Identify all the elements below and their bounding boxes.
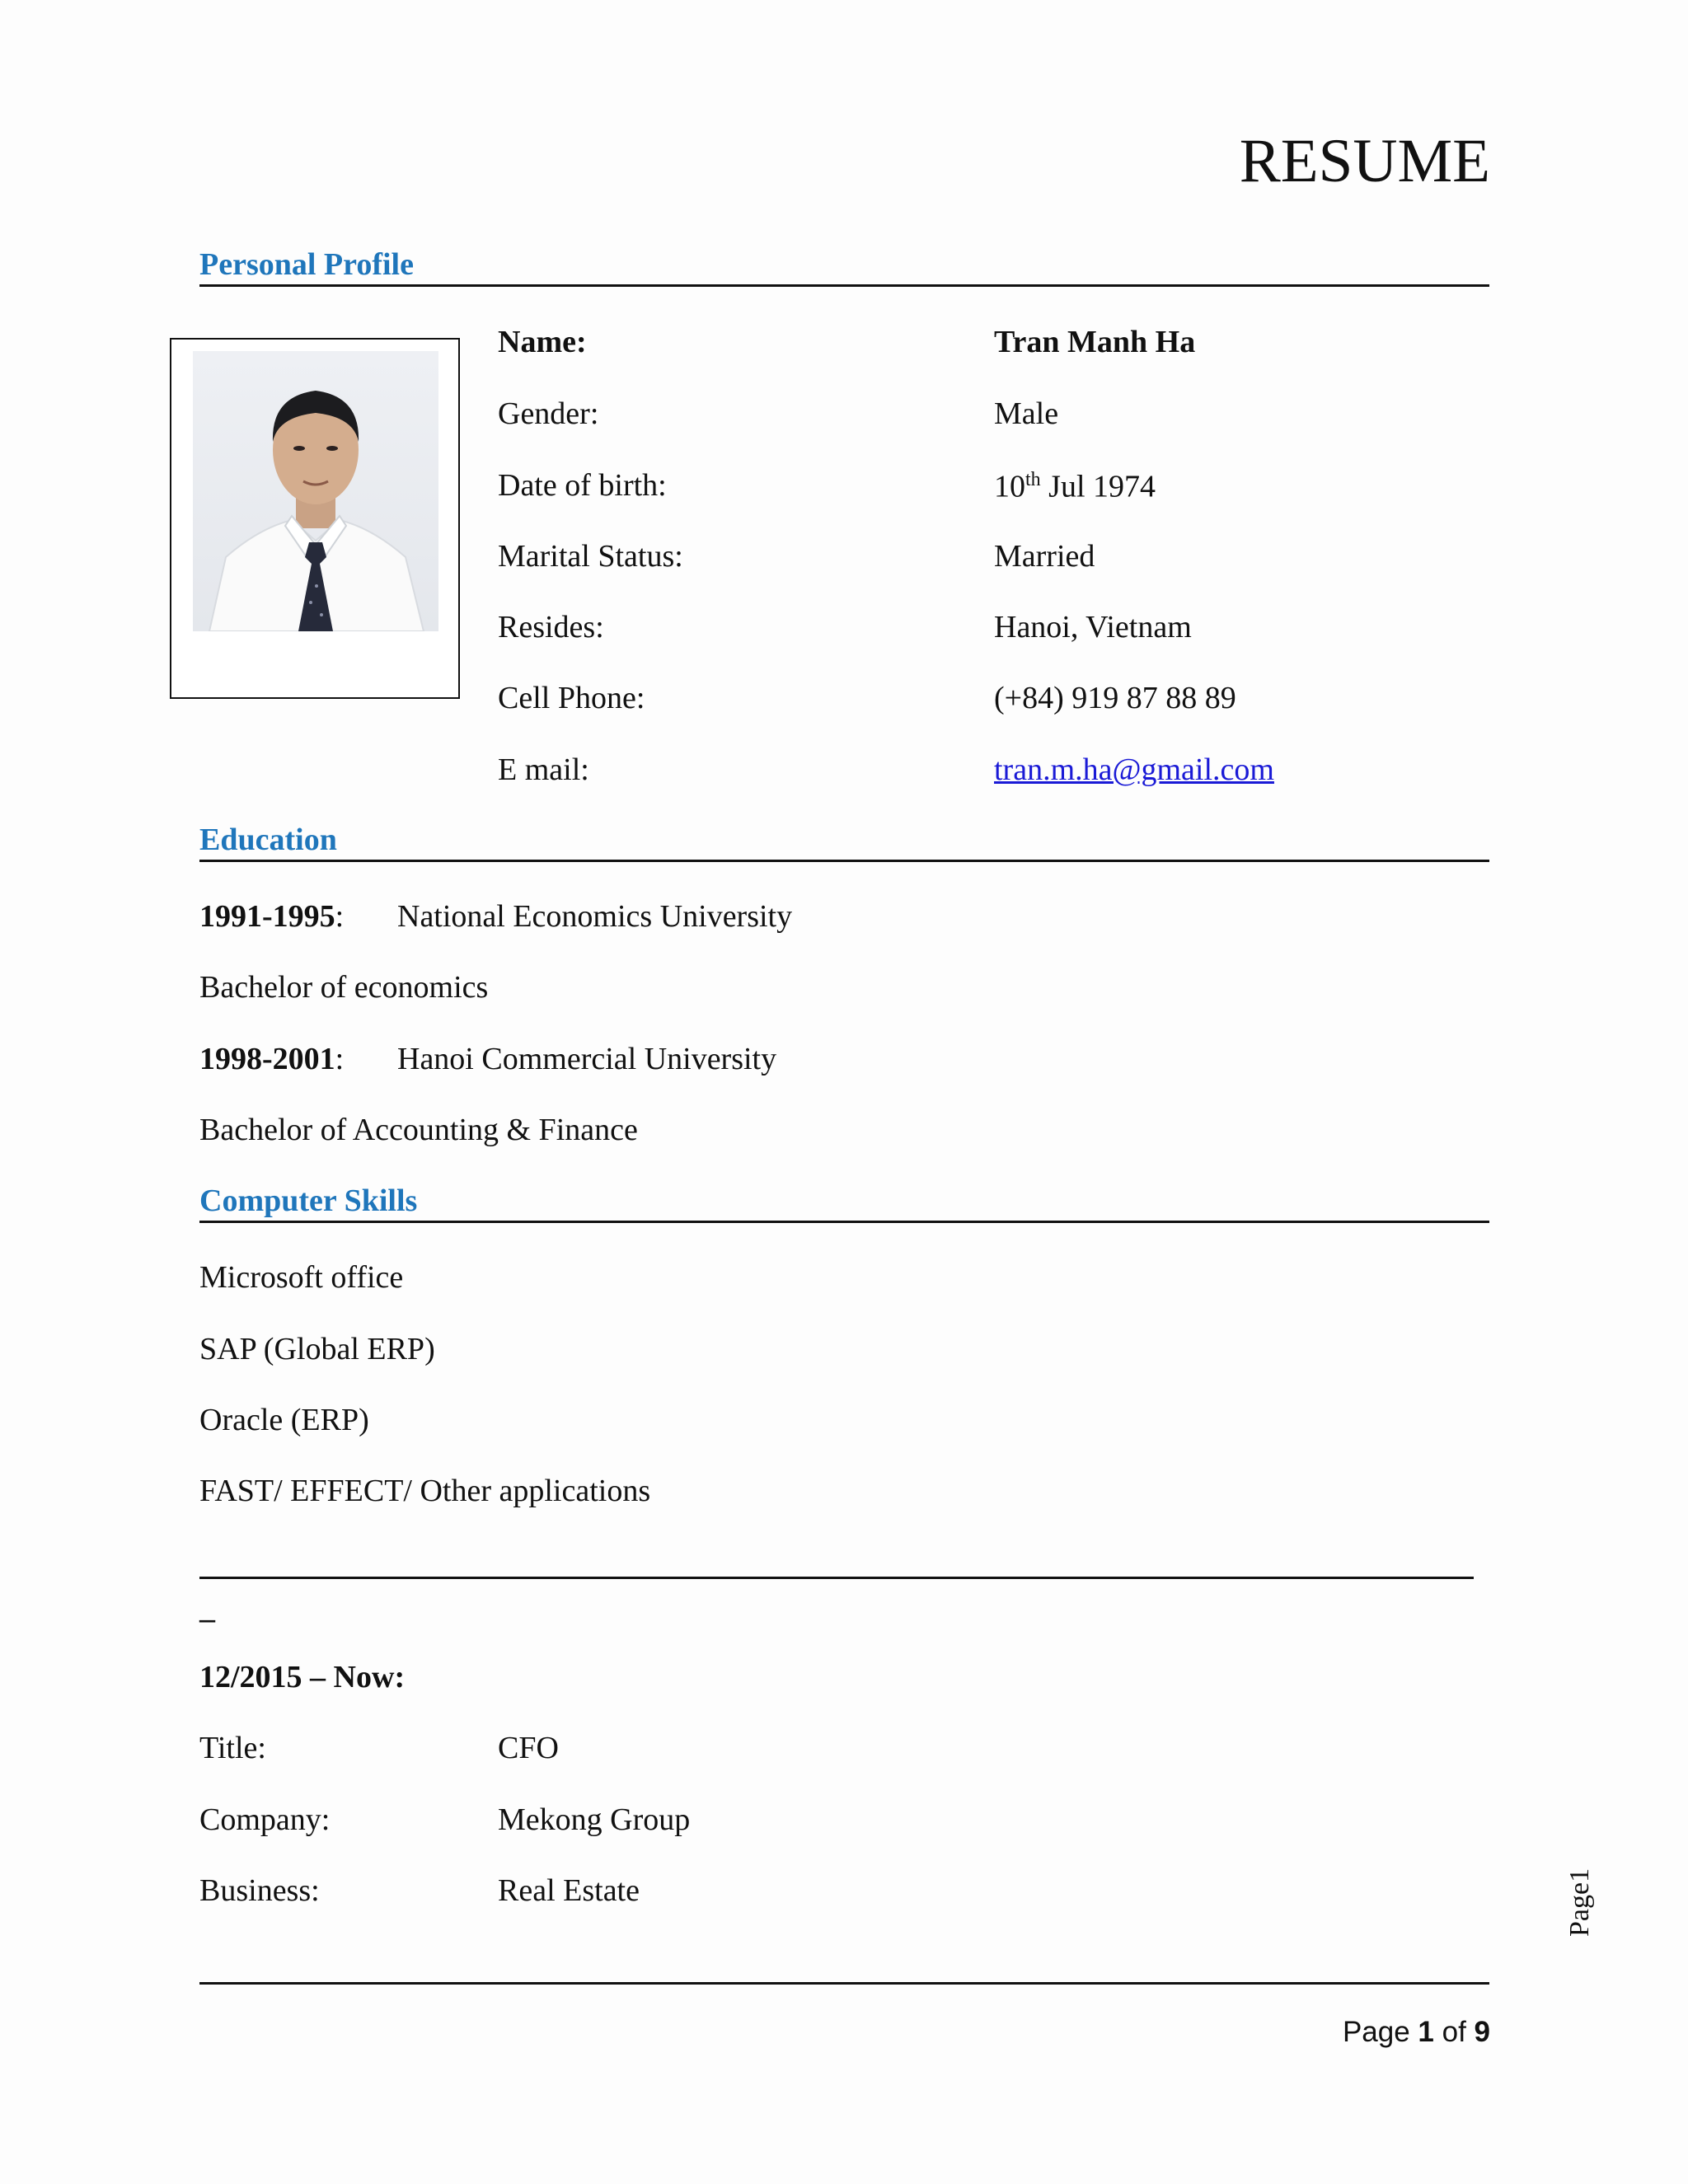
experience-dash: – <box>199 1601 215 1636</box>
footer-rule <box>199 1982 1489 1985</box>
photo-frame <box>170 338 460 699</box>
education-years <box>199 901 344 932</box>
phone-value: (+84) 919 87 88 89 <box>994 681 1236 715</box>
company-value: Mekong Group <box>498 1802 691 1837</box>
email-label: E mail: <box>498 752 589 787</box>
gender-label: Gender: <box>498 396 599 431</box>
business-value: Real Estate <box>498 1873 640 1908</box>
company-label: Company: <box>199 1802 331 1837</box>
page-of: of <box>1433 2016 1475 2048</box>
resides-label: Resides: <box>498 610 604 644</box>
skill-item: Oracle (ERP) <box>199 1403 369 1437</box>
education-years-text: 1991-1995 <box>199 899 335 934</box>
marital-label: Marital Status: <box>498 539 683 574</box>
section-personal-profile: Personal Profile <box>199 247 414 282</box>
page-number <box>1343 2018 1490 2046</box>
education-school: Hanoi Commercial University <box>397 1042 777 1076</box>
dob-rest: Jul 1974 <box>1040 469 1156 504</box>
skill-item: SAP (Global ERP) <box>199 1332 435 1366</box>
resume-title: RESUME <box>1239 127 1490 195</box>
education-years <box>199 1043 344 1075</box>
education-colon: : <box>335 899 345 934</box>
education-degree: Bachelor of Accounting & Finance <box>199 1113 638 1147</box>
skill-item: FAST/ EFFECT/ Other applications <box>199 1474 651 1508</box>
gender-value: Male <box>994 396 1059 431</box>
name-value: Tran Manh Ha <box>994 325 1196 359</box>
side-page-label: Page1 <box>1564 1868 1595 1937</box>
section-computer-skills: Computer Skills <box>199 1183 418 1218</box>
skill-item: Microsoft office <box>199 1260 404 1295</box>
dob-suffix: th <box>1025 469 1041 490</box>
name-label: Name: <box>498 325 587 359</box>
dob-value <box>994 470 1156 503</box>
section-rule <box>199 284 1489 287</box>
phone-label: Cell Phone: <box>498 681 645 715</box>
marital-value: Married <box>994 539 1095 574</box>
resides-value: Hanoi, Vietnam <box>994 610 1192 644</box>
section-education: Education <box>199 823 337 857</box>
experience-rule <box>199 1577 1474 1579</box>
dob-label: Date of birth: <box>498 468 667 503</box>
education-years-text: 1998-2001 <box>199 1042 335 1076</box>
section-rule <box>199 1221 1489 1223</box>
business-label: Business: <box>199 1873 320 1908</box>
education-colon: : <box>335 1042 345 1076</box>
experience-period: 12/2015 – Now: <box>199 1660 406 1694</box>
profile-photo <box>193 351 438 631</box>
education-school: National Economics University <box>397 899 793 934</box>
job-title-value: CFO <box>498 1731 559 1765</box>
job-title-label: Title: <box>199 1731 266 1765</box>
email-link[interactable]: tran.m.ha@gmail.com <box>994 752 1274 787</box>
section-rule <box>199 860 1489 862</box>
page-prefix: Page <box>1342 2016 1418 2048</box>
page-total: 9 <box>1474 2016 1490 2048</box>
page-current: 1 <box>1418 2016 1434 2048</box>
education-degree: Bachelor of economics <box>199 970 489 1005</box>
dob-day: 10 <box>994 469 1025 504</box>
